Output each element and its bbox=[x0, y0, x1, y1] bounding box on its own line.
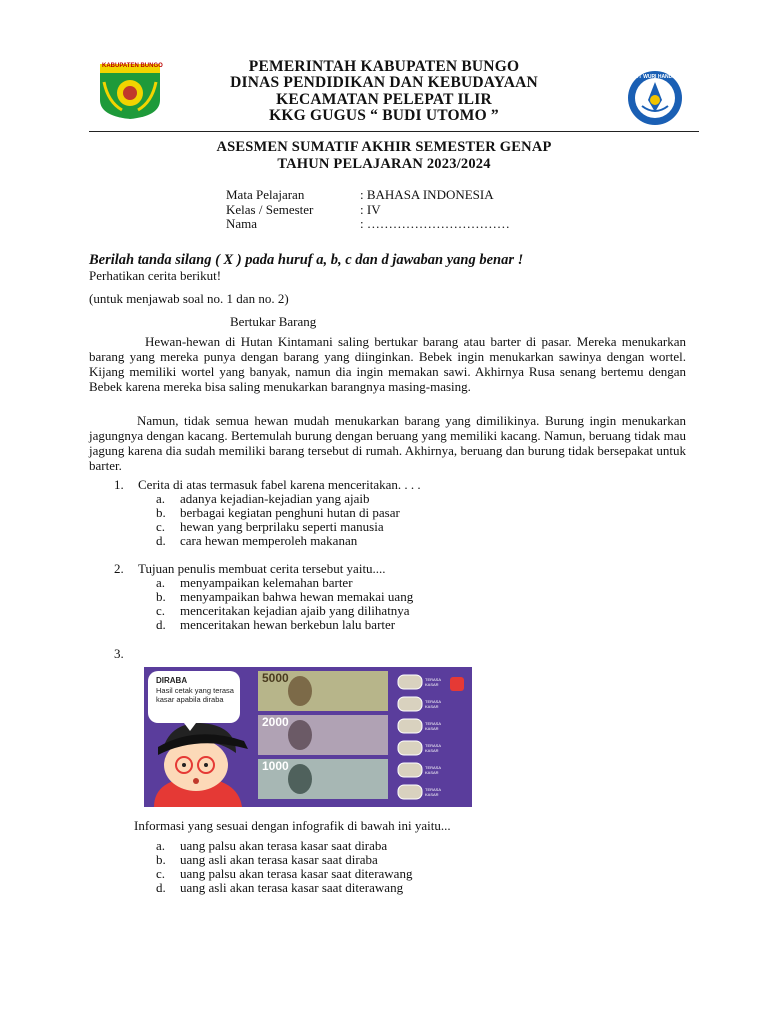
info-subject bbox=[226, 187, 494, 203]
q1-option-d[interactable] bbox=[156, 533, 357, 549]
q2-option-c-text: menceritakan kejadian ajaib yang dilihatnya bbox=[180, 603, 410, 618]
q2-option-d-letter: d. bbox=[156, 617, 166, 632]
q1-option-c-letter: c. bbox=[156, 519, 166, 534]
header-divider bbox=[89, 131, 699, 132]
money-infographic bbox=[144, 667, 472, 807]
info-subject-value: : BAHASA INDONESIA bbox=[360, 187, 494, 202]
question-3-text: Informasi yang sesuai dengan infografik di bawah ini yaitu... bbox=[134, 818, 451, 833]
q2-option-b-text: menyampaikan bahwa hewan memakai uang bbox=[180, 589, 414, 604]
tag-6: TERASA KASAR bbox=[425, 787, 441, 797]
tag-5: TERASA KASAR bbox=[425, 765, 441, 775]
q2-option-b-letter: b. bbox=[156, 589, 166, 604]
q1-option-a-text: adanya kejadian-kejadian yang ajaib bbox=[180, 491, 370, 506]
bubble-text: Hasil cetak yang terasa kasar apabila diraba bbox=[156, 686, 234, 704]
left-logo-text: KABUPATEN BUNGO bbox=[102, 63, 163, 69]
q1-option-d-letter: d. bbox=[156, 533, 166, 548]
q2-option-a-letter: a. bbox=[156, 575, 166, 590]
intro-text: Perhatikan cerita berikut! bbox=[89, 268, 222, 283]
exam-title: ASESMEN SUMATIF AKHIR SEMESTER GENAP bbox=[216, 139, 552, 155]
exam-year: TAHUN PELAJARAN 2023/2024 bbox=[277, 156, 491, 172]
q2-option-a-text: menyampaikan kelemahan barter bbox=[180, 575, 353, 590]
info-class-value: : IV bbox=[360, 202, 381, 217]
q3-option-c-letter: c. bbox=[156, 866, 166, 881]
info-name-value: : …………………………… bbox=[360, 216, 510, 231]
info-class-label: Kelas / Semester bbox=[226, 202, 314, 217]
question-1-number: 1. bbox=[114, 477, 124, 492]
q2-option-c-letter: c. bbox=[156, 603, 166, 618]
right-logo-text: TUT WURI HANDAYANI bbox=[632, 74, 687, 80]
q3-option-c-text: uang palsu akan terasa kasar saat diterawang bbox=[180, 866, 413, 881]
info-subject-label: Mata Pelajaran bbox=[226, 187, 305, 202]
q3-option-b-letter: b. bbox=[156, 852, 166, 867]
info-name-label: Nama bbox=[226, 216, 258, 231]
q1-option-b-text: berbagai kegiatan penghuni hutan di pasar bbox=[180, 505, 400, 520]
q3-option-d-text: uang asli akan terasa kasar saat diterawang bbox=[180, 880, 404, 895]
bubble-title: DIRABA bbox=[156, 676, 188, 685]
question-1-text: Cerita di atas termasuk fabel karena menceritakan. . . . bbox=[138, 477, 421, 492]
q3-option-d[interactable] bbox=[156, 880, 403, 896]
note-2000-label: 2000 bbox=[262, 715, 289, 729]
note-1000-label: 1000 bbox=[262, 759, 289, 773]
q3-option-b-text: uang asli akan terasa kasar saat diraba bbox=[180, 852, 378, 867]
story-paragraph-2: Namun, tidak semua hewan mudah menukarkan barang yang dimilikinya. Burung ingin menukarkan jagungnya dengan kacang. Bertemulah burung dengan beruang yang memiliki kacang. Namun, beruang tidak mau jagung karena dia sudah memiliki barang tersebut di rumah. Akhirnya, beruang dan burung tidak bersepakat untuk barter. bbox=[89, 413, 686, 473]
story-title: Bertukar Barang bbox=[230, 314, 317, 329]
note-5000-label: 5000 bbox=[262, 671, 289, 685]
q1-option-d-text: cara hewan memperoleh makanan bbox=[180, 533, 358, 548]
q1-option-a-letter: a. bbox=[156, 491, 166, 506]
question-2-text: Tujuan penulis membuat cerita tersebut yaitu.... bbox=[138, 561, 386, 576]
tag-2: TERASA KASAR bbox=[425, 699, 441, 709]
header-line-2: DINAS PENDIDIKAN DAN KEBUDAYAAN bbox=[230, 74, 538, 91]
question-3-number: 3. bbox=[114, 646, 124, 661]
q1-option-b-letter: b. bbox=[156, 505, 166, 520]
header-line-3: KECAMATAN PELEPAT ILIR bbox=[276, 91, 492, 108]
instruction: Berilah tanda silang ( X ) pada huruf a, b, c dan d jawaban yang benar ! bbox=[89, 252, 524, 268]
q3-option-d-letter: d. bbox=[156, 880, 166, 895]
question-2-number: 2. bbox=[114, 561, 124, 576]
intro-note: (untuk menjawab soal no. 1 dan no. 2) bbox=[89, 291, 289, 306]
tag-3: TERASA KASAR bbox=[425, 721, 441, 731]
q1-option-c-text: hewan yang berprilaku seperti manusia bbox=[180, 519, 384, 534]
story-paragraph-1: Hewan-hewan di Hutan Kintamani saling bertukar barang atau barter di pasar. Mereka menukarkan barang yang mereka punya dengan barang yang diinginkan. Bebek ingin menukarkan sawinya dengan wortel. Kijang memiliki wortel yang banyak, namun dia ingin memakan sawi. Akhirnya Rusa senang bertemu dengan Bebek karena mereka bisa saling menukarkan barangnya masing-masing. bbox=[89, 334, 686, 394]
q3-option-a-letter: a. bbox=[156, 838, 166, 853]
tag-1: TERASA KASAR bbox=[425, 677, 441, 687]
tag-4: TERASA KASAR bbox=[425, 743, 441, 753]
q3-option-a-text: uang palsu akan terasa kasar saat diraba bbox=[180, 838, 388, 853]
header-line-4: KKG GUGUS “ BUDI UTOMO ” bbox=[269, 107, 499, 124]
header-line-1: PEMERINTAH KABUPATEN BUNGO bbox=[248, 58, 520, 75]
info-name bbox=[226, 216, 510, 232]
q2-option-d[interactable] bbox=[156, 617, 395, 633]
q2-option-d-text: menceritakan hewan berkebun lalu barter bbox=[180, 617, 396, 632]
